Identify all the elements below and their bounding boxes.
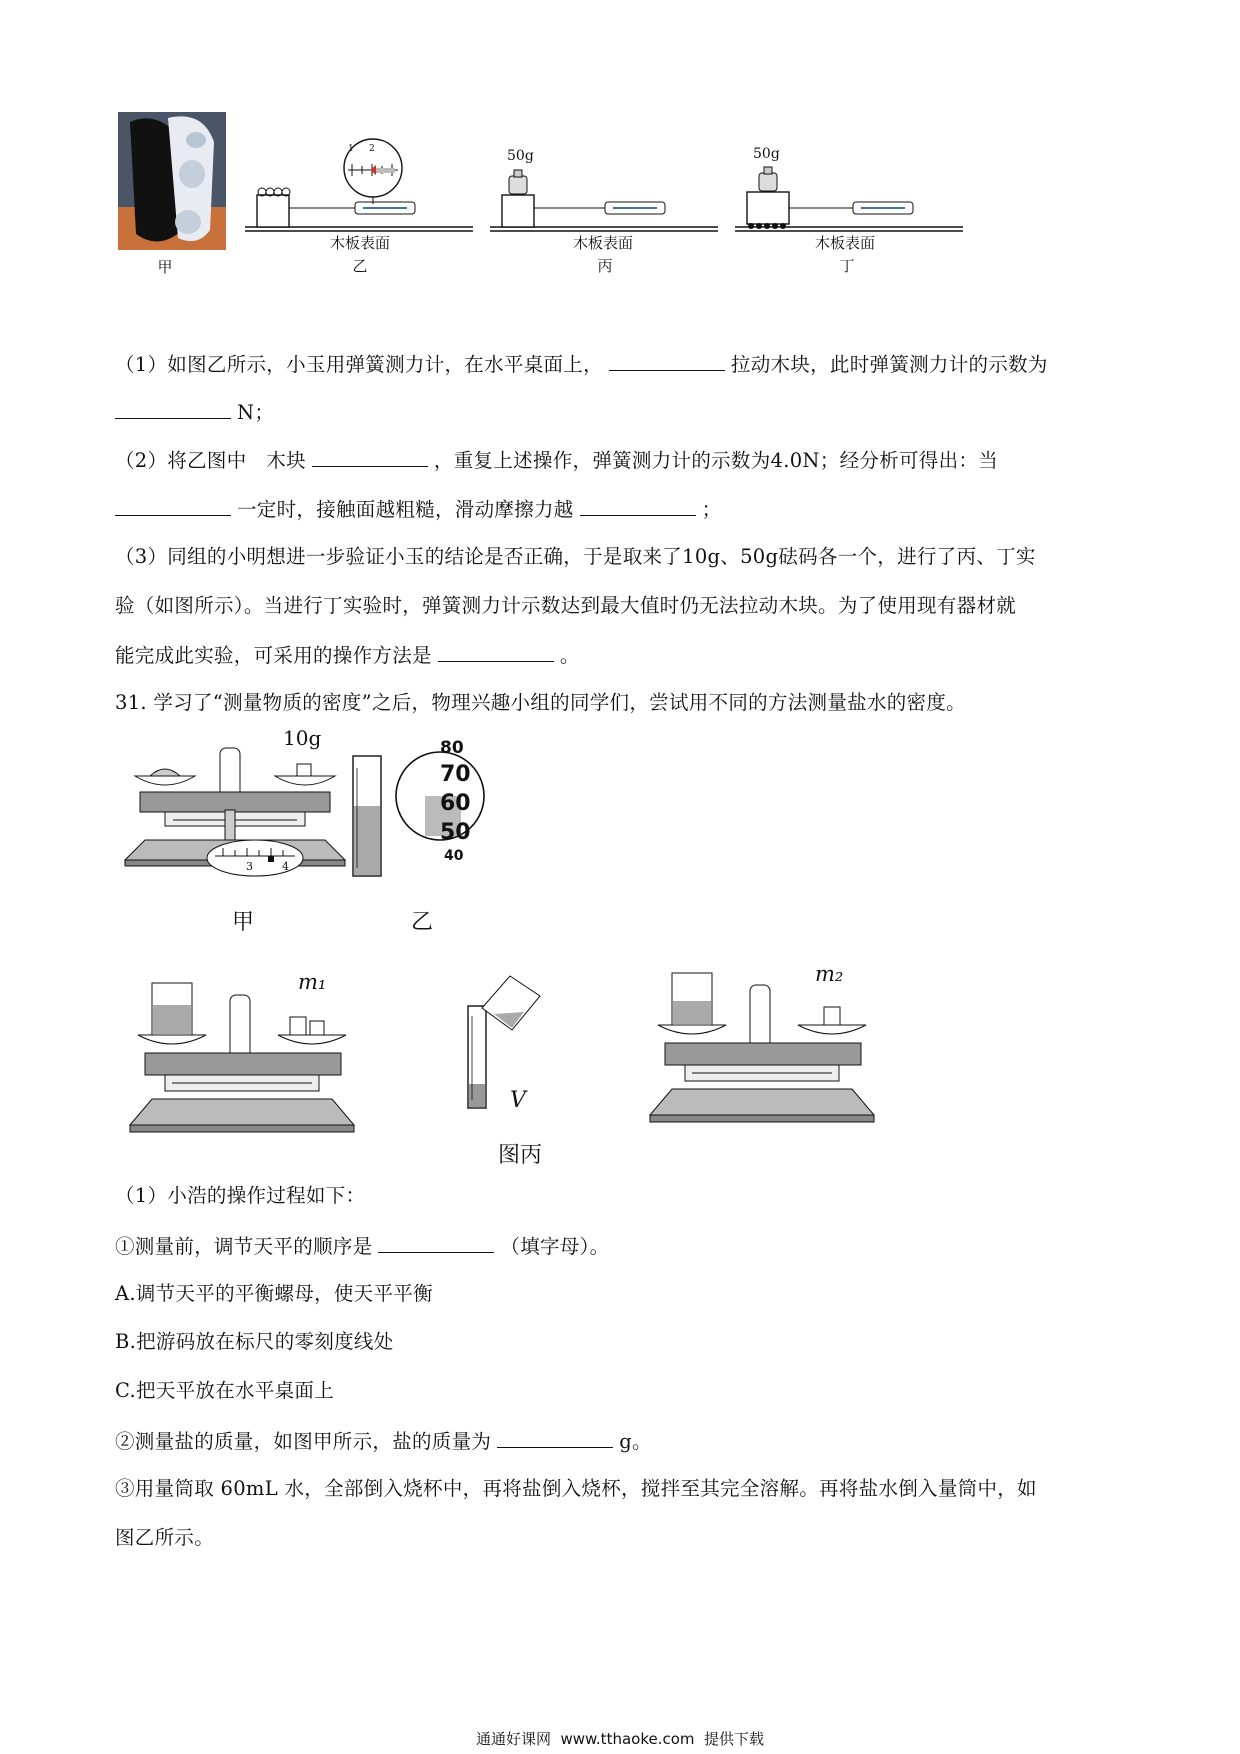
answer-blank[interactable] [115, 400, 231, 419]
friction-setup-bing [490, 140, 720, 240]
board-label-yi: 木板表面 [329, 234, 390, 252]
cylinder-tick-60: 60 [440, 791, 471, 816]
cylinder-tick-40: 40 [444, 848, 464, 864]
balance-figure-m2 [650, 965, 890, 1135]
vernier-tick-3: 3 [246, 860, 253, 873]
volume-label-v: V [510, 1088, 526, 1113]
q30-part3-line2: 验（如图所示）。当进行丁实验时，弹簧测力计示数达到最大值时仍无法拉动木块。为了使用现有器材就 [115, 594, 1017, 617]
answer-blank[interactable] [609, 352, 725, 371]
weight-label-ding: 50g [753, 146, 780, 162]
q31-step2: ①测量前，调节天平的顺序是 （填字母）。 [115, 1235, 610, 1258]
q31-step4-line2: 图乙所示。 [115, 1526, 215, 1549]
q31-step4-line1: ③用量筒取 60mL 水，全部倒入烧杯中，再将盐倒入烧杯，搅拌至其完全溶解。再将盐水倒入量筒中，如 [115, 1477, 1037, 1500]
q31-intro: 31. 学习了“测量物质的密度”之后，物理兴趣小组的同学们，尝试用不同的方法测量盐水的密度。 [115, 691, 966, 714]
q31-option-c: C.把天平放在水平桌面上 [115, 1379, 335, 1402]
scale-tick-2: 2 [369, 144, 375, 154]
shoe-sole-drawing [118, 112, 226, 250]
board-label-ding: 木板表面 [814, 234, 875, 252]
answer-blank[interactable] [438, 643, 554, 662]
friction-setup-ding [735, 140, 965, 240]
shoe-sole-photo [118, 112, 226, 250]
pouring-cylinder [462, 968, 552, 1118]
mass-label-m2: m₂ [815, 962, 844, 986]
q31-step3: ②测量盐的质量，如图甲所示，盐的质量为 g。 [115, 1430, 652, 1453]
q30-part3-line1: （3）同组的小明想进一步验证小玉的结论是否正确，于是取来了10g、50g砝码各一个，进行了丙、丁实 [115, 545, 1036, 568]
q31-option-a: A.调节天平的平衡螺母，使天平平衡 [115, 1282, 433, 1305]
cylinder-tick-80: 80 [440, 738, 464, 758]
answer-blank[interactable] [378, 1234, 494, 1253]
weight-label-bing: 50g [507, 148, 534, 164]
balance-figure-jia [125, 740, 365, 890]
caption-yi-top: 乙 [352, 257, 368, 275]
balance-figure-m1 [130, 975, 370, 1145]
caption-yi-q31: 乙 [410, 910, 433, 935]
q30-part1-line2: N； [115, 400, 274, 424]
q30-part1-line1: （1）如图乙所示，小玉用弹簧测力计，在水平桌面上， 拉动木块，此时弹簧测力计的示数为 [115, 353, 1048, 376]
mass-label-m1: m₁ [298, 970, 327, 994]
answer-blank[interactable] [497, 1429, 613, 1448]
weight-label-10g: 10g [283, 726, 322, 750]
caption-ding-top: 丁 [839, 257, 855, 275]
caption-bing-top: 丙 [597, 257, 613, 275]
q30-part2-line2: 一定时，接触面越粗糙，滑动摩擦力越 ； [115, 497, 721, 521]
answer-blank[interactable] [312, 448, 428, 467]
caption-bing-q31: 图丙 [497, 1143, 542, 1168]
scale-tick-1: 1 [348, 144, 354, 154]
caption-jia-top: 甲 [157, 258, 173, 276]
q31-step1: （1）小浩的操作过程如下： [115, 1184, 366, 1207]
page-footer: 通通好课网 www.tthaoke.com 提供下载 [475, 1730, 765, 1748]
q30-part2-line1: （2）将乙图中 木块 ，重复上述操作，弹簧测力计的示数为4.0N；经分析可得出：当 [115, 449, 998, 472]
cylinder-tick-70: 70 [440, 762, 471, 787]
board-label-bing: 木板表面 [572, 234, 633, 252]
caption-jia-q31: 甲 [231, 910, 254, 935]
answer-blank[interactable] [580, 497, 696, 516]
q30-part3-line3: 能完成此实验，可采用的操作方法是 。 [115, 644, 580, 667]
vernier-tick-4: 4 [282, 860, 289, 873]
q31-option-b: B.把游码放在标尺的零刻度线处 [115, 1330, 394, 1353]
answer-blank[interactable] [115, 497, 231, 516]
cylinder-tick-50: 50 [440, 820, 471, 845]
